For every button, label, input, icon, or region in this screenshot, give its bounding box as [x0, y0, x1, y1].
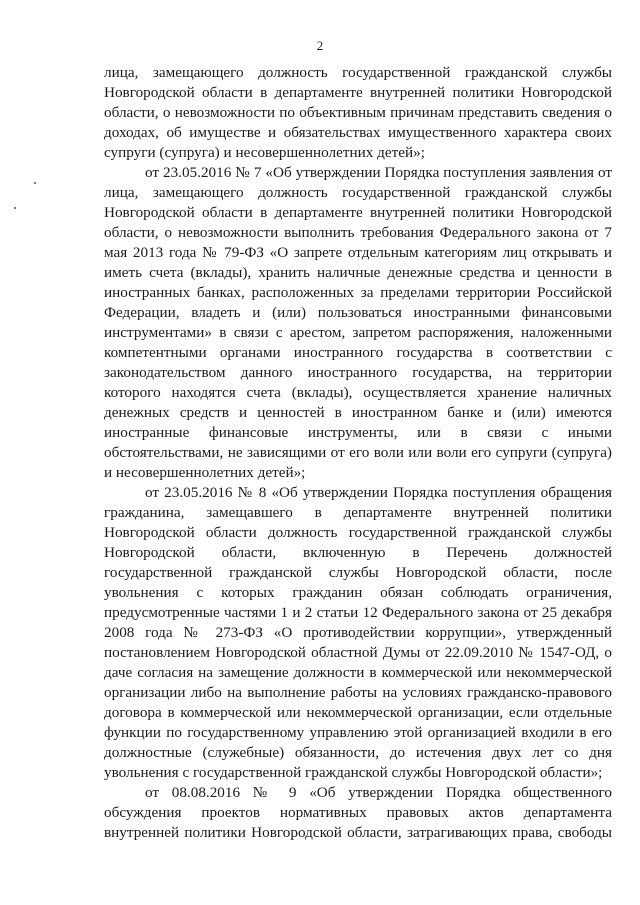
text-line: от 08.08.2016 № 9 «Об утверждении Порядка общественного: [145, 784, 612, 801]
text-line: увольнения с государственной гражданской службы Новгородской области»;: [104, 764, 603, 781]
scan-speck: [34, 182, 36, 184]
text-line: иностранные финансовые инструменты, или в связи с иными: [104, 424, 612, 441]
text-line: государственной гражданской службы Новгородской области, после: [104, 564, 612, 581]
text-line: иметь счета (вклады), хранить наличные денежные средства и ценности в: [104, 264, 612, 281]
text-line: даче согласия на замещение должности в коммерческой или некоммерческой: [104, 664, 612, 681]
text-line: компетентными органами иностранного государства в соответствии с: [104, 344, 612, 361]
text-line: лица, замещающего должность государственной гражданской службы: [104, 184, 612, 201]
text-line: Федерации, владеть и (или) пользоваться иностранными финансовыми: [104, 304, 612, 321]
text-line: функции по государственному управлению этой организацией входили в его: [104, 724, 612, 741]
text-line: внутренней политики Новгородской области, затрагивающих права, свободы: [104, 824, 612, 841]
text-line: договора в коммерческой или некоммерческой организации, если отдельные: [104, 704, 612, 721]
text-line: Новгородской области в департаменте внутренней политики Новгородской: [104, 204, 612, 221]
text-line: супруги (супруга) и несовершеннолетних детей»;: [104, 144, 425, 161]
text-line: инструментами» в связи с арестом, запретом распоряжения, наложенными: [104, 324, 612, 341]
page-number: 2: [316, 38, 324, 53]
text-line: постановлением Новгородской областной Думы от 22.09.2010 № 1547-ОД, о: [104, 644, 612, 661]
text-line: обстоятельствами, не зависящими от его воли или воли его супруги (супруга): [104, 444, 612, 461]
text-line: предусмотренные частями 1 и 2 статьи 12 Федерального закона от 25 декабря: [104, 604, 612, 621]
text-line: и несовершеннолетних детей»;: [104, 464, 306, 481]
text-line: иностранных банках, расположенных за пределами территории Российской: [104, 284, 612, 301]
document-text: [104, 63, 612, 843]
text-line: области, о невозможности выполнить требования Федерального закона от 7: [104, 224, 612, 241]
text-line: 2008 года № 273-ФЗ «О противодействии коррупции», утвержденный: [104, 624, 612, 641]
text-line: Новгородской области в департаменте внутренней политики Новгородской: [104, 84, 612, 101]
text-line: обсуждения проектов нормативных правовых актов департамента: [104, 804, 612, 821]
text-line: увольнения с которых гражданин обязан соблюдать ограничения,: [104, 584, 612, 601]
text-line: должностные (служебные) обязанности, до истечения двух лет со дня: [104, 744, 612, 761]
text-line: области, о невозможности по объективным причинам представить сведения о: [104, 104, 612, 121]
text-line: доходах, об имуществе и обязательствах имущественного характера своих: [104, 124, 612, 141]
text-line: Новгородской области должность государственной гражданской службы: [104, 524, 612, 541]
text-line: организации либо на выполнение работы на условиях гражданско-правового: [104, 684, 612, 701]
text-line: законодательством данного иностранного государства, на территории: [104, 364, 612, 381]
text-line: Новгородской области, включенную в Перечень должностей: [104, 544, 612, 561]
text-line: лица, замещающего должность государственной гражданской службы: [104, 64, 612, 81]
text-line: денежных средств и ценностей в иностранном банке и (или) имеются: [104, 404, 612, 421]
text-line: которого находятся счета (вклады), осуществляется хранение наличных: [104, 384, 612, 401]
text-line: от 23.05.2016 № 8 «Об утверждении Порядка поступления обращения: [145, 484, 612, 501]
text-line: от 23.05.2016 № 7 «Об утверждении Порядка поступления заявления от: [145, 164, 612, 181]
scan-speck: [14, 207, 16, 209]
text-line: мая 2013 года № 79-ФЗ «О запрете отдельным категориям лиц открывать и: [104, 244, 612, 261]
text-line: гражданина, замещавшего в департаменте внутренней политики: [104, 504, 612, 521]
